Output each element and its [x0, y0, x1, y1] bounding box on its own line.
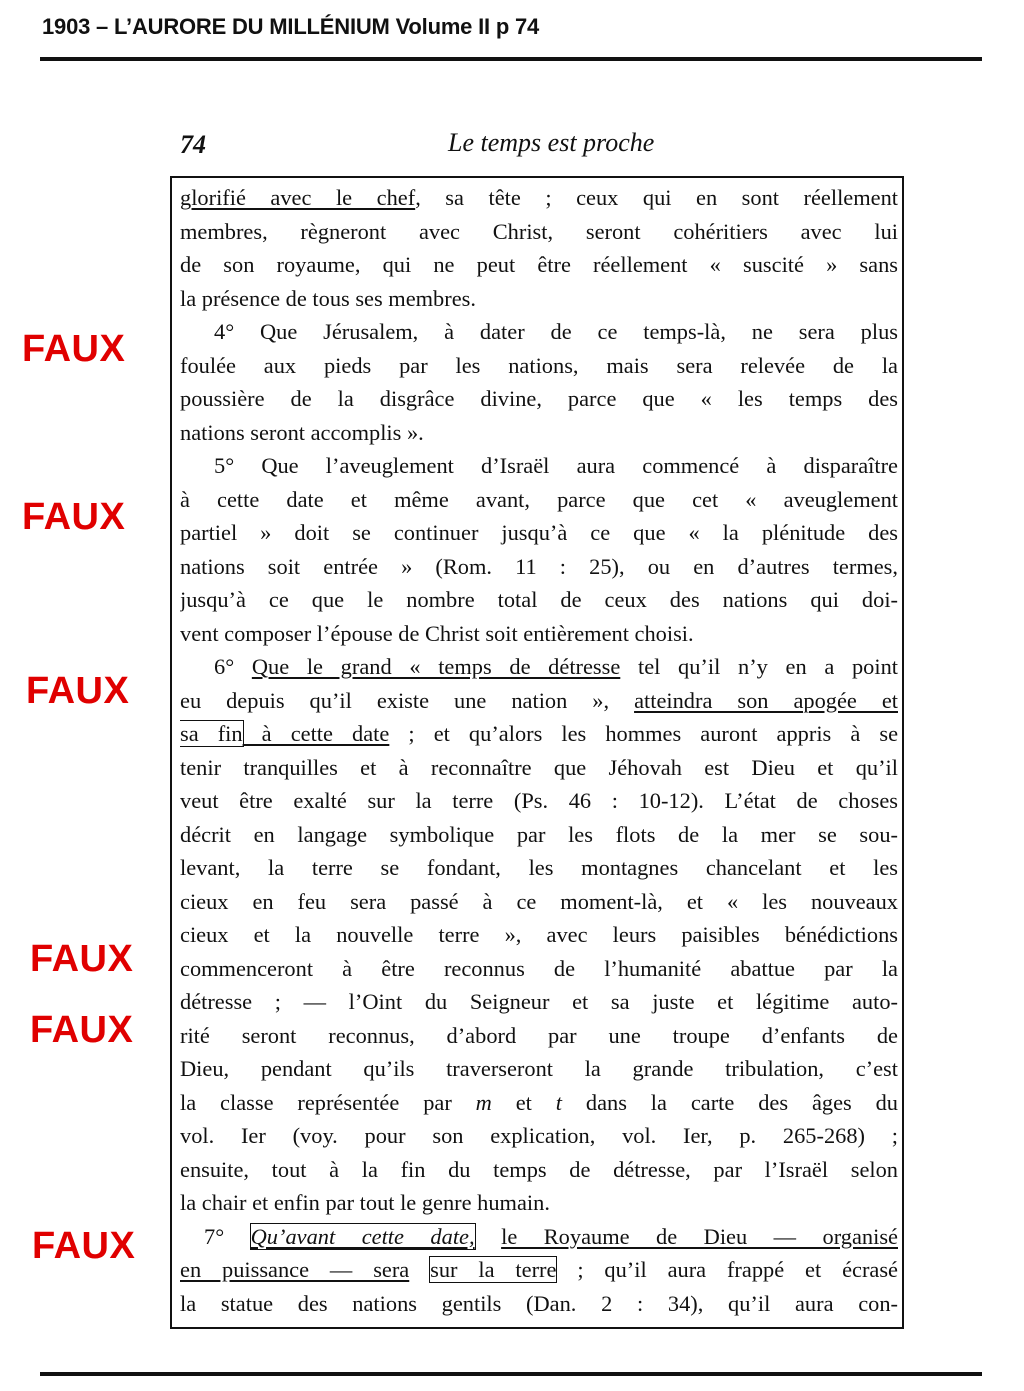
- text-line: glorifié avec le chef, sa tête ; ceux qui en sont réellement: [180, 185, 898, 210]
- text-line: nations soit entrée » (Rom. 11 : 25), ou en d’autres termes,: [180, 553, 898, 579]
- text-line: nations seront accomplis ».: [180, 419, 424, 445]
- text-line: rité seront reconnus, d’abord par une troupe d’enfants de: [180, 1022, 898, 1048]
- faux-annotation: FAUX: [30, 1009, 134, 1051]
- text-line: de son royaume, qui ne peut être réellement « suscité » sans: [180, 252, 898, 277]
- text-line: eu depuis qu’il existe une nation », atteindra son apogée et: [180, 687, 898, 713]
- text-line: la statue des nations gentils (Dan. 2 : 34), qu’il aura con-: [180, 1290, 898, 1316]
- text-line: cieux et la nouvelle terre », avec leurs paisibles bénédictions: [180, 922, 898, 947]
- faux-annotation: FAUX: [30, 938, 134, 980]
- text-line: poussière de la disgrâce divine, parce que « les temps des: [180, 386, 898, 411]
- faux-annotation: FAUX: [26, 670, 130, 712]
- text-line: tenir tranquilles et à reconnaître que Jéhovah est Dieu et qu’il: [180, 754, 898, 780]
- text-line: 6° Que le grand « temps de détresse tel qu’il n’y en a point: [214, 654, 898, 679]
- footer-rule: [40, 1372, 982, 1376]
- text-line: jusqu’à ce que le nombre total de ceux des nations qui doi-: [180, 587, 898, 612]
- boxed-phrase: sa fin: [180, 721, 243, 746]
- text-line: décrit en langage symbolique par les flots de la mer se sou-: [180, 821, 898, 847]
- text-line: membres, règneront avec Christ, seront cohéritiers avec lui: [180, 218, 898, 244]
- running-head: Le temps est proche: [448, 128, 655, 157]
- text-line: Dieu, pendant qu’ils traverseront la grande tribulation, c’est: [180, 1056, 898, 1081]
- text-line: 4° Que Jérusalem, à dater de ce temps-là, ne sera plus: [214, 319, 898, 344]
- text-line: la présence de tous ses membres.: [180, 285, 476, 311]
- document-header: 1903 – L’AURORE DU MILLÉNIUM Volume II p 74: [42, 14, 540, 39]
- header-rule: [40, 57, 982, 61]
- text-line: la chair et enfin par tout le genre humain.: [180, 1190, 550, 1215]
- text-line: ensuite, tout à la fin du temps de détresse, par l’Israël selon: [180, 1156, 898, 1182]
- page-number: 74: [180, 130, 206, 159]
- text-line: cieux en feu sera passé à ce moment-là, et « les nouveaux: [180, 888, 898, 914]
- text-line: foulée aux pieds par les nations, mais sera relevée de la: [180, 352, 898, 378]
- page-text: [180, 181, 898, 1320]
- text-line: vol. Ier (voy. pour son explication, vol. Ier, p. 265-268) ;: [180, 1123, 898, 1148]
- text-line: détresse ; — l’Oint du Seigneur et sa juste et légitime auto-: [180, 989, 898, 1014]
- faux-annotation: FAUX: [22, 328, 126, 370]
- text-line: à cette date et même avant, parce que cet « aveuglement: [180, 486, 898, 512]
- text-line: veut être exalté sur la terre (Ps. 46 : 10-12). L’état de choses: [180, 788, 898, 813]
- boxed-phrase: sur la terre: [430, 1257, 557, 1282]
- text-line: 5° Que l’aveuglement d’Israël aura commencé à disparaître: [214, 453, 898, 478]
- text-line: sa fin à cette date ; et qu’alors les hommes auront appris à se: [180, 721, 898, 746]
- text-line: vent composer l’épouse de Christ soit entièrement choisi.: [180, 620, 694, 646]
- text-line: 7° Qu’avant cette date, le Royaume de Dieu — organisé: [204, 1223, 898, 1249]
- text-line: levant, la terre se fondant, les montagnes chancelant et les: [180, 855, 898, 880]
- text-line: la classe représentée par m et t dans la carte des âges du: [180, 1089, 898, 1115]
- faux-annotation: FAUX: [22, 496, 126, 538]
- text-line: partiel » doit se continuer jusqu’à ce que « la plénitude des: [180, 520, 898, 545]
- faux-annotation: FAUX: [32, 1225, 136, 1267]
- text-line: commenceront à être reconnus de l’humanité abattue par la: [180, 955, 898, 981]
- text-line: en puissance — sera sur la terre ; qu’il aura frappé et écrasé: [180, 1257, 898, 1282]
- boxed-phrase: Qu’avant cette date,: [250, 1223, 475, 1249]
